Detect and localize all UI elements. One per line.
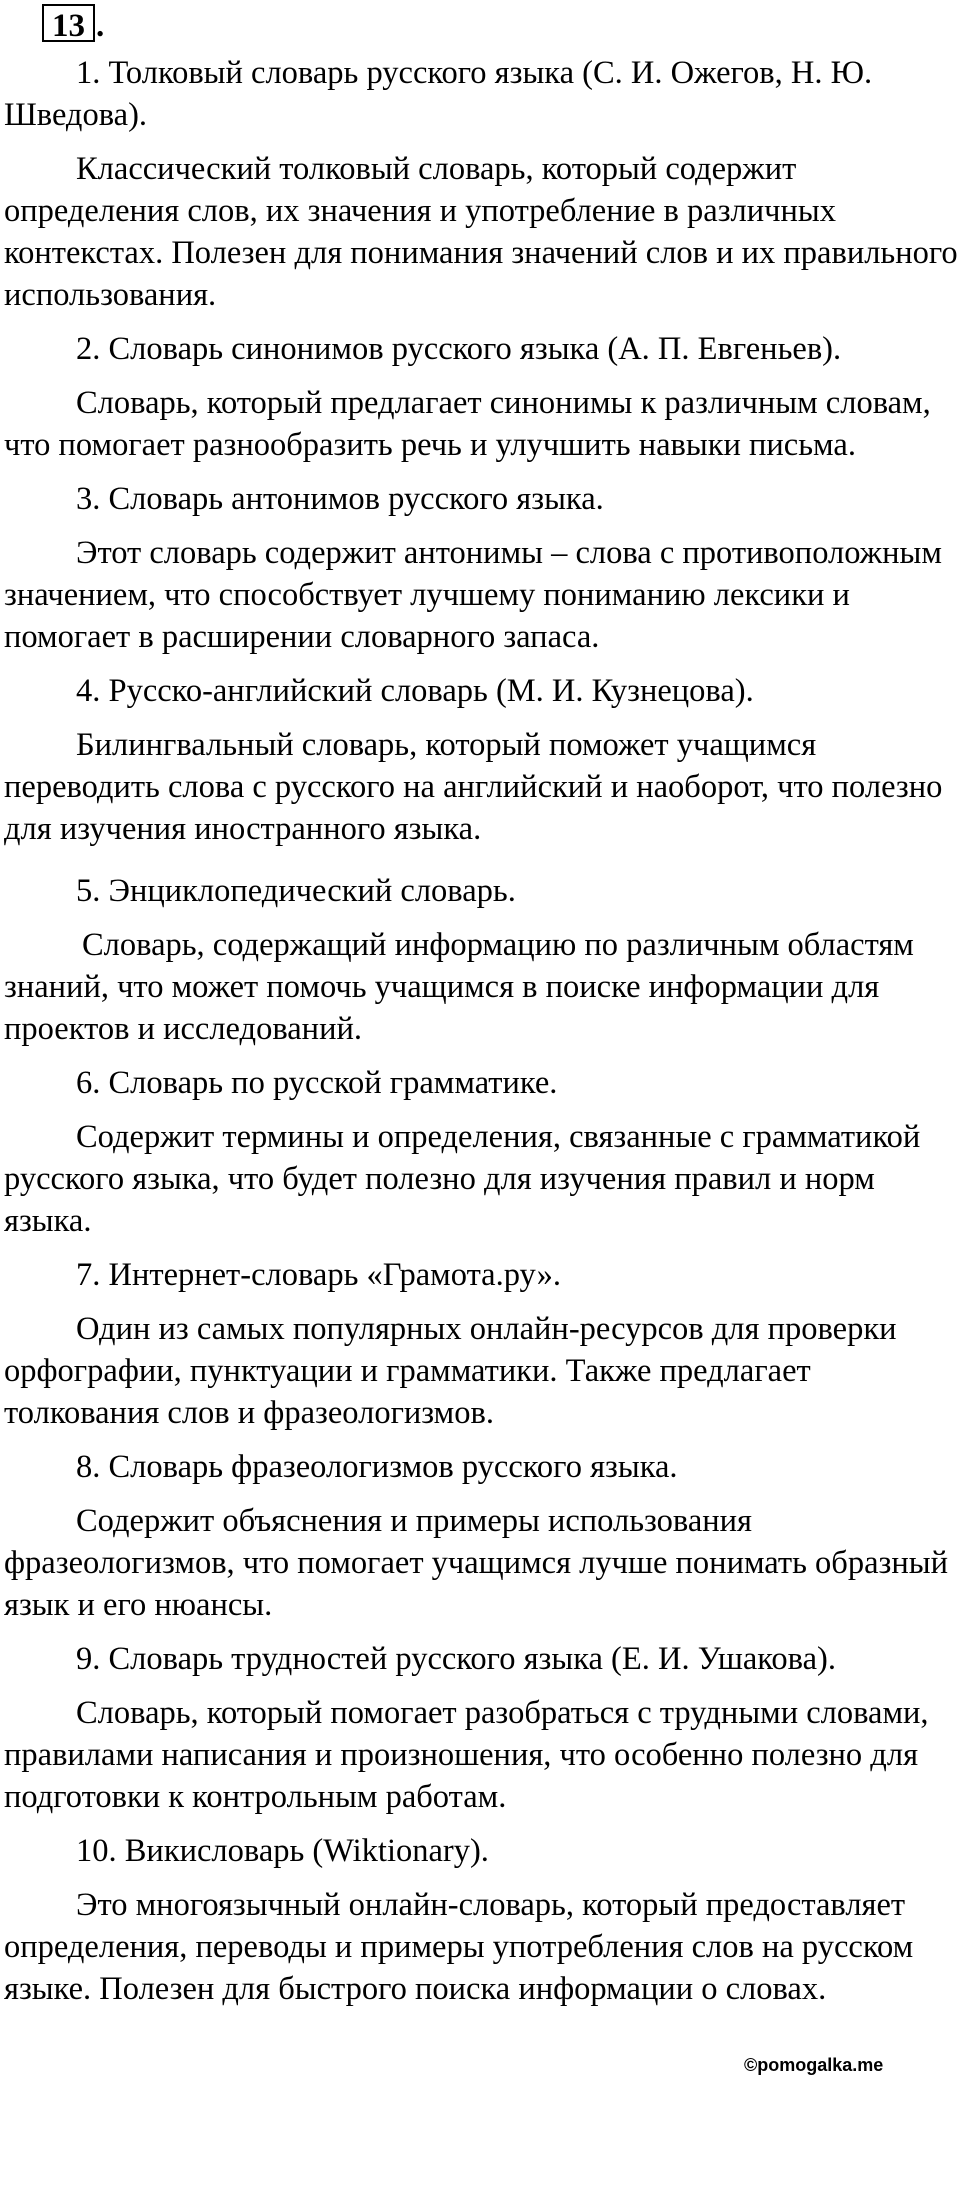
watermark: ©pomogalka.me <box>744 2055 884 2075</box>
item-4-title: 4. Русско-английский словарь (М. И. Кузнецова). <box>76 673 754 709</box>
item-5-description: Словарь, содержащий информацию по различным областям знаний, что может помочь учащимся в поиске информации для проектов и исследований. <box>4 927 914 1047</box>
item-8-description: Содержит объяснения и примеры использования фразеологизмов, что помогает учащимся лучше понимать образный язык и его нюансы. <box>4 1503 948 1623</box>
item-1-description: Классический толковый словарь, который содержит определения слов, их значения и употребление в различных контекстах. Полезен для понимания значений слов и их правильного использования. <box>4 151 958 313</box>
item-5-title: 5. Энциклопедический словарь. <box>76 873 516 909</box>
answer-content <box>4 52 960 2022</box>
task-number-box: 13 <box>42 4 95 42</box>
item-8-title: 8. Словарь фразеологизмов русского языка. <box>76 1449 678 1485</box>
task-number <box>42 4 104 45</box>
item-2-description: Словарь, который предлагает синонимы к различным словам, что помогает разнообразить речь и улучшить навыки письма. <box>4 385 931 463</box>
item-6-description: Содержит термины и определения, связанные с грамматикой русского языка, что будет полезно для изучения правил и норм языка. <box>4 1119 921 1239</box>
item-7-description: Один из самых популярных онлайн-ресурсов для проверки орфографии, пунктуации и грамматики. Также предлагает толкования слов и фразеологизмов. <box>4 1311 897 1431</box>
item-3-title: 3. Словарь антонимов русского языка. <box>76 481 604 517</box>
item-10-description: Это многоязычный онлайн-словарь, который предоставляет определения, переводы и примеры употребления слов на русском языке. Полезен для быстрого поиска информации о словах. <box>4 1887 914 2007</box>
item-9-description: Словарь, который помогает разобраться с трудными словами, правилами написания и произношения, что особенно полезно для подготовки к контрольным работам. <box>4 1695 929 1815</box>
item-2-title: 2. Словарь синонимов русского языка (А. П. Евгеньев). <box>76 331 842 367</box>
item-3-description: Этот словарь содержит антонимы – слова с противоположным значением, что способствует лучшему пониманию лексики и помогает в расширении словарного запаса. <box>4 535 942 655</box>
item-7-title: 7. Интернет-словарь «Грамота.ру». <box>76 1257 561 1293</box>
task-number-dot: . <box>96 8 105 44</box>
item-10-title: 10. Викисловарь (Wiktionary). <box>76 1833 489 1869</box>
item-9-title: 9. Словарь трудностей русского языка (Е. И. Ушакова). <box>76 1641 836 1677</box>
item-4-description: Билингвальный словарь, который поможет учащимся переводить слова с русского на английский и наоборот, что полезно для изучения иностранного языка. <box>4 727 943 847</box>
item-6-title: 6. Словарь по русской грамматике. <box>76 1065 558 1101</box>
item-1-title: 1. Толковый словарь русского языка (С. И. Ожегов, Н. Ю. Шведова). <box>4 55 873 133</box>
